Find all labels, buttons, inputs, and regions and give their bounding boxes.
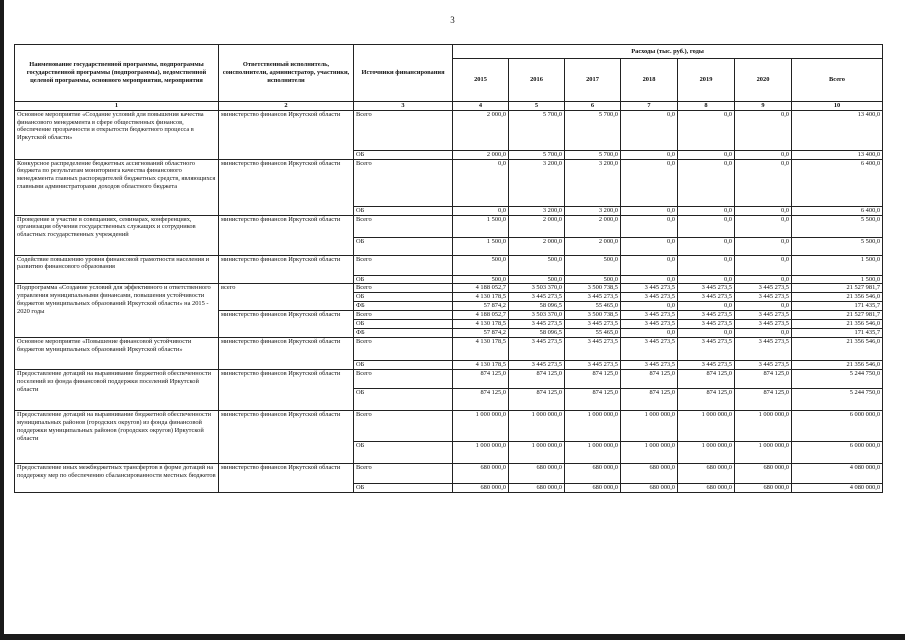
value-cell: 2 000,0 [565,215,621,237]
total-value-cell: 21 356 546,0 [792,320,883,329]
program-name-cell: Содействие повышению уровня финансовой грамотности населения и развитию финансового образования [15,255,219,284]
source-cell: Всего [354,284,453,293]
total-value-cell: 21 527 981,7 [792,311,883,320]
value-cell: 3 200,0 [565,159,621,206]
value-cell: 0,0 [678,275,735,284]
header-row-1 [15,45,883,59]
value-cell: 680 000,0 [509,464,565,484]
column-number: 3 [354,102,453,111]
table-row [15,338,883,361]
value-cell: 4 188 052,7 [453,284,509,293]
value-cell: 3 445 273,5 [509,320,565,329]
header-executor: Ответственный исполнитель, соисполнители, администратор, участники, исполнители [219,45,354,102]
executor-cell: министерство финансов Иркутской области [219,311,354,338]
value-cell: 2 000,0 [453,110,509,150]
subprogram-name-cell: Подпрограмма «Создание условий для эффективного и ответственного управления муниципальными финансами, повышения устойчивости бюджетов муниципальных образований Иркутской области» на 2015 - 2020 годы [15,284,219,338]
table-row [15,284,883,293]
value-cell: 3 445 273,5 [621,284,678,293]
value-cell: 874 125,0 [509,389,565,411]
value-cell: 874 125,0 [621,370,678,389]
value-cell: 3 445 273,5 [678,320,735,329]
source-cell: ОБ [354,275,453,284]
value-cell: 5 700,0 [565,110,621,150]
value-cell: 680 000,0 [735,484,792,493]
value-cell: 680 000,0 [565,464,621,484]
value-cell: 0,0 [621,206,678,215]
value-cell: 3 445 273,5 [509,361,565,370]
value-cell: 0,0 [621,302,678,311]
header-year: 2016 [509,59,565,102]
value-cell: 3 445 273,5 [735,361,792,370]
value-cell: 0,0 [678,206,735,215]
executor-cell: всего [219,284,354,311]
value-cell: 680 000,0 [509,484,565,493]
scan-edge-left [0,0,4,640]
value-cell: 3 445 273,5 [621,320,678,329]
value-cell: 3 200,0 [565,206,621,215]
value-cell: 680 000,0 [735,464,792,484]
table-row [15,255,883,275]
value-cell: 5 700,0 [509,110,565,150]
value-cell: 3 445 273,5 [678,361,735,370]
total-value-cell: 21 356 546,0 [792,361,883,370]
value-cell: 3 445 273,5 [678,338,735,361]
total-value-cell: 4 080 000,0 [792,464,883,484]
value-cell: 3 445 273,5 [678,311,735,320]
value-cell: 0,0 [735,237,792,255]
value-cell: 874 125,0 [453,389,509,411]
value-cell: 680 000,0 [453,484,509,493]
value-cell: 1 000 000,0 [565,442,621,464]
value-cell: 3 445 273,5 [621,338,678,361]
source-cell: ОБ [354,442,453,464]
source-cell: ОБ [354,320,453,329]
header-program: Наименование государственной программы, подпрограммы государственной программы (подпрограммы), ведомственной целевой программы, основного мероприятия, мероприятия [15,45,219,102]
total-value-cell: 13 400,0 [792,110,883,150]
total-value-cell: 6 000 000,0 [792,442,883,464]
source-cell: ОБ [354,389,453,411]
executor-cell: министерство финансов Иркутской области [219,411,354,464]
value-cell: 2 000,0 [453,150,509,159]
value-cell: 874 125,0 [678,370,735,389]
header-year: 2020 [735,59,792,102]
program-name-cell: Основное мероприятие «Создание условий для повышения качества финансового менеджмента в сфере общественных финансов, обеспечение прозрачности и открытости бюджетного процесса в Иркутской области» [15,110,219,159]
value-cell: 500,0 [453,255,509,275]
value-cell: 0,0 [621,329,678,338]
value-cell: 3 445 273,5 [509,293,565,302]
value-cell: 4 130 178,5 [453,361,509,370]
column-number: 4 [453,102,509,111]
source-cell: Всего [354,255,453,275]
program-name-cell: Проведение и участие в совещаниях, семинарах, конференциях, организация обучения государственных служащих и сотрудников областных государственных учреждений [15,215,219,255]
value-cell: 4 130 178,5 [453,320,509,329]
value-cell: 680 000,0 [621,464,678,484]
value-cell: 3 445 273,5 [621,311,678,320]
value-cell: 57 874,2 [453,329,509,338]
value-cell: 874 125,0 [735,389,792,411]
value-cell: 1 000 000,0 [678,442,735,464]
value-cell: 1 500,0 [453,215,509,237]
total-value-cell: 6 400,0 [792,159,883,206]
program-name-cell: Предоставление дотаций на выравнивание бюджетной обеспеченности муниципальных районов (городских округов) из фонда финансовой поддержки муниципальных районов (городских округов) Иркутской области [15,411,219,464]
source-cell: ФБ [354,302,453,311]
value-cell: 0,0 [678,237,735,255]
value-cell: 3 500 738,5 [565,311,621,320]
value-cell: 0,0 [621,275,678,284]
total-value-cell: 6 000 000,0 [792,411,883,442]
value-cell: 0,0 [678,159,735,206]
value-cell: 0,0 [621,110,678,150]
value-cell: 2 000,0 [509,237,565,255]
value-cell: 0,0 [621,159,678,206]
column-numbers-row [15,102,883,111]
value-cell: 0,0 [453,159,509,206]
source-cell: Всего [354,110,453,150]
value-cell: 0,0 [735,329,792,338]
value-cell: 3 200,0 [509,206,565,215]
column-number: 1 [15,102,219,111]
value-cell: 500,0 [565,255,621,275]
source-cell: Всего [354,159,453,206]
source-cell: Всего [354,311,453,320]
value-cell: 3 445 273,5 [735,284,792,293]
value-cell: 0,0 [621,255,678,275]
value-cell: 0,0 [735,255,792,275]
value-cell: 3 200,0 [509,159,565,206]
column-number: 6 [565,102,621,111]
value-cell: 680 000,0 [678,484,735,493]
value-cell: 3 445 273,5 [565,293,621,302]
value-cell: 3 445 273,5 [735,311,792,320]
total-value-cell: 6 400,0 [792,206,883,215]
total-value-cell: 5 244 750,0 [792,389,883,411]
value-cell: 58 096,5 [509,302,565,311]
column-number: 9 [735,102,792,111]
value-cell: 3 445 273,5 [735,293,792,302]
column-number: 2 [219,102,354,111]
value-cell: 3 445 273,5 [735,338,792,361]
header-year: 2017 [565,59,621,102]
table-row [15,110,883,150]
value-cell: 3 500 738,5 [565,284,621,293]
value-cell: 0,0 [735,110,792,150]
header-total: Всего [792,59,883,102]
value-cell: 0,0 [735,215,792,237]
value-cell: 2 000,0 [509,215,565,237]
value-cell: 1 500,0 [453,237,509,255]
value-cell: 1 000 000,0 [565,411,621,442]
value-cell: 1 000 000,0 [453,442,509,464]
value-cell: 3 445 273,5 [678,284,735,293]
value-cell: 3 445 273,5 [565,361,621,370]
source-cell: ФБ [354,329,453,338]
header-source: Источники финансирования [354,45,453,102]
total-value-cell: 21 527 981,7 [792,284,883,293]
budget-table [14,44,883,493]
value-cell: 0,0 [621,237,678,255]
value-cell: 0,0 [621,215,678,237]
value-cell: 3 445 273,5 [678,293,735,302]
source-cell: Всего [354,338,453,361]
source-cell: ОБ [354,484,453,493]
value-cell: 0,0 [678,150,735,159]
value-cell: 1 000 000,0 [735,442,792,464]
value-cell: 500,0 [565,275,621,284]
value-cell: 5 700,0 [509,150,565,159]
executor-cell: министерство финансов Иркутской области [219,159,354,215]
executor-cell: министерство финансов Иркутской области [219,255,354,284]
value-cell: 0,0 [735,275,792,284]
column-number: 5 [509,102,565,111]
value-cell: 4 130 178,5 [453,293,509,302]
source-cell: Всего [354,215,453,237]
value-cell: 874 125,0 [678,389,735,411]
value-cell: 1 000 000,0 [509,442,565,464]
value-cell: 500,0 [453,275,509,284]
value-cell: 874 125,0 [453,370,509,389]
total-value-cell: 21 356 546,0 [792,338,883,361]
value-cell: 500,0 [509,275,565,284]
program-name-cell: Конкурсное распределение бюджетных ассигнований областного бюджета по результатам мониторинга качества финансового менеджмента главных распорядителей бюджетных средств, являющихся главными администраторами доходов областного бюджета [15,159,219,215]
value-cell: 4 130 178,5 [453,338,509,361]
total-value-cell: 5 244 750,0 [792,370,883,389]
header-expenses: Расходы (тыс. руб.), годы [453,45,883,59]
scan-edge-bottom [0,634,905,640]
executor-cell: министерство финансов Иркутской области [219,464,354,493]
table-row [15,215,883,237]
value-cell: 3 503 370,0 [509,311,565,320]
value-cell: 1 000 000,0 [735,411,792,442]
value-cell: 874 125,0 [565,389,621,411]
source-cell: Всего [354,370,453,389]
value-cell: 0,0 [678,302,735,311]
table-row [15,159,883,206]
value-cell: 3 445 273,5 [621,361,678,370]
value-cell: 0,0 [735,159,792,206]
total-value-cell: 21 356 546,0 [792,293,883,302]
source-cell: Всего [354,411,453,442]
table-row [15,411,883,442]
header-year: 2019 [678,59,735,102]
value-cell: 874 125,0 [509,370,565,389]
total-value-cell: 5 500,0 [792,237,883,255]
value-cell: 0,0 [621,150,678,159]
total-value-cell: 4 080 000,0 [792,484,883,493]
program-name-cell: Предоставление дотаций на выравнивание бюджетной обеспеченности поселений из фонда финансовой поддержки поселений Иркутской области [15,370,219,411]
value-cell: 5 700,0 [565,150,621,159]
value-cell: 680 000,0 [453,464,509,484]
value-cell: 1 000 000,0 [678,411,735,442]
value-cell: 0,0 [678,329,735,338]
value-cell: 0,0 [735,302,792,311]
header-year: 2018 [621,59,678,102]
total-value-cell: 13 400,0 [792,150,883,159]
executor-cell: министерство финансов Иркутской области [219,370,354,411]
value-cell: 874 125,0 [735,370,792,389]
value-cell: 58 096,5 [509,329,565,338]
executor-cell: министерство финансов Иркутской области [219,215,354,255]
value-cell: 3 445 273,5 [565,338,621,361]
source-cell: ОБ [354,150,453,159]
table-row [15,464,883,484]
value-cell: 55 465,0 [565,302,621,311]
program-name-cell: Основное мероприятие «Повышение финансовой устойчивости бюджетов муниципальных образований Иркутской области» [15,338,219,370]
executor-cell: министерство финансов Иркутской области [219,110,354,159]
total-value-cell: 1 500,0 [792,275,883,284]
value-cell: 0,0 [735,150,792,159]
source-cell: ОБ [354,361,453,370]
program-name-cell: Предоставление иных межбюджетных трансфертов в форме дотаций на поддержку мер по обеспечению сбалансированности местных бюджетов [15,464,219,493]
value-cell: 680 000,0 [678,464,735,484]
total-value-cell: 1 500,0 [792,255,883,275]
value-cell: 680 000,0 [565,484,621,493]
value-cell: 0,0 [678,215,735,237]
value-cell: 1 000 000,0 [621,442,678,464]
source-cell: Всего [354,464,453,484]
value-cell: 3 503 370,0 [509,284,565,293]
header-year: 2015 [453,59,509,102]
value-cell: 1 000 000,0 [453,411,509,442]
source-cell: ОБ [354,237,453,255]
value-cell: 680 000,0 [621,484,678,493]
value-cell: 0,0 [735,206,792,215]
column-number: 8 [678,102,735,111]
value-cell: 0,0 [453,206,509,215]
value-cell: 3 445 273,5 [565,320,621,329]
value-cell: 1 000 000,0 [509,411,565,442]
value-cell: 0,0 [678,110,735,150]
value-cell: 2 000,0 [565,237,621,255]
source-cell: ОБ [354,293,453,302]
value-cell: 4 188 052,7 [453,311,509,320]
column-number: 7 [621,102,678,111]
page-number: 3 [450,15,455,25]
value-cell: 3 445 273,5 [735,320,792,329]
total-value-cell: 5 500,0 [792,215,883,237]
value-cell: 3 445 273,5 [621,293,678,302]
value-cell: 0,0 [678,255,735,275]
value-cell: 57 874,2 [453,302,509,311]
total-value-cell: 171 435,7 [792,329,883,338]
executor-cell: министерство финансов Иркутской области [219,338,354,370]
total-value-cell: 171 435,7 [792,302,883,311]
table-row [15,370,883,389]
value-cell: 874 125,0 [621,389,678,411]
column-number: 10 [792,102,883,111]
value-cell: 3 445 273,5 [509,338,565,361]
value-cell: 55 465,0 [565,329,621,338]
value-cell: 500,0 [509,255,565,275]
value-cell: 874 125,0 [565,370,621,389]
source-cell: ОБ [354,206,453,215]
value-cell: 1 000 000,0 [621,411,678,442]
